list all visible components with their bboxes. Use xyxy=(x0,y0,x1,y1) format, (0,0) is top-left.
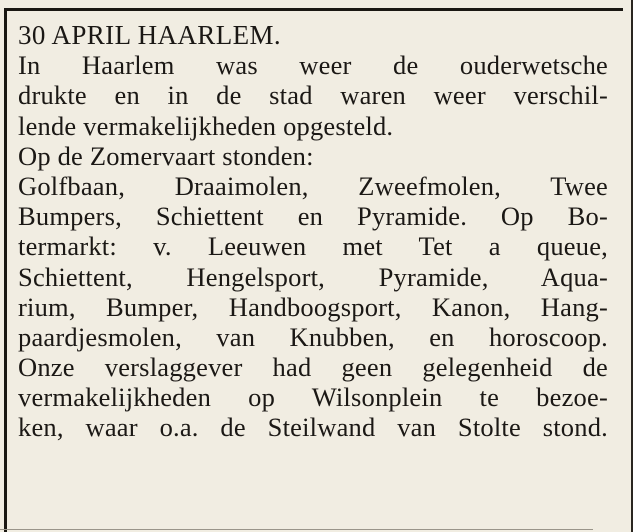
article-line: Onze verslaggever had geen gelegenheid de xyxy=(18,352,608,383)
article-line: lende vermakelijkheden opgesteld. xyxy=(18,110,394,141)
article-line: vermakelijkheden op Wilsonplein te bezoe- xyxy=(18,382,608,413)
left-border-rule xyxy=(4,8,7,532)
article-line: Golfbaan, Draaimolen, Zweefmolen, Twee xyxy=(18,170,608,201)
article-line: drukte en in de stad waren weer verschil- xyxy=(18,80,608,111)
article-line: rium, Bumper, Handboogsport, Kanon, Hang- xyxy=(18,291,608,322)
article-line: ken, waar o.a. de Steilwand van Stolte stond. xyxy=(18,412,608,443)
article-text xyxy=(18,20,608,443)
article-line: termarkt: v. Leeuwen met Tet a queue, xyxy=(18,231,608,262)
top-border-rule xyxy=(4,8,623,11)
article-line: In Haarlem was weer de ouderwetsche xyxy=(18,50,608,81)
article-heading: 30 APRIL HAARLEM. xyxy=(18,20,282,50)
bottom-border-rule xyxy=(0,529,593,530)
article-line: Schiettent, Hengelsport, Pyramide, Aqua- xyxy=(18,261,608,292)
article-line: paardjesmolen, van Knubben, en horoscoop. xyxy=(18,321,608,352)
article-line: Bumpers, Schiettent en Pyramide. Op Bo- xyxy=(18,201,608,232)
article-line: Op de Zomervaart stonden: xyxy=(18,140,314,171)
